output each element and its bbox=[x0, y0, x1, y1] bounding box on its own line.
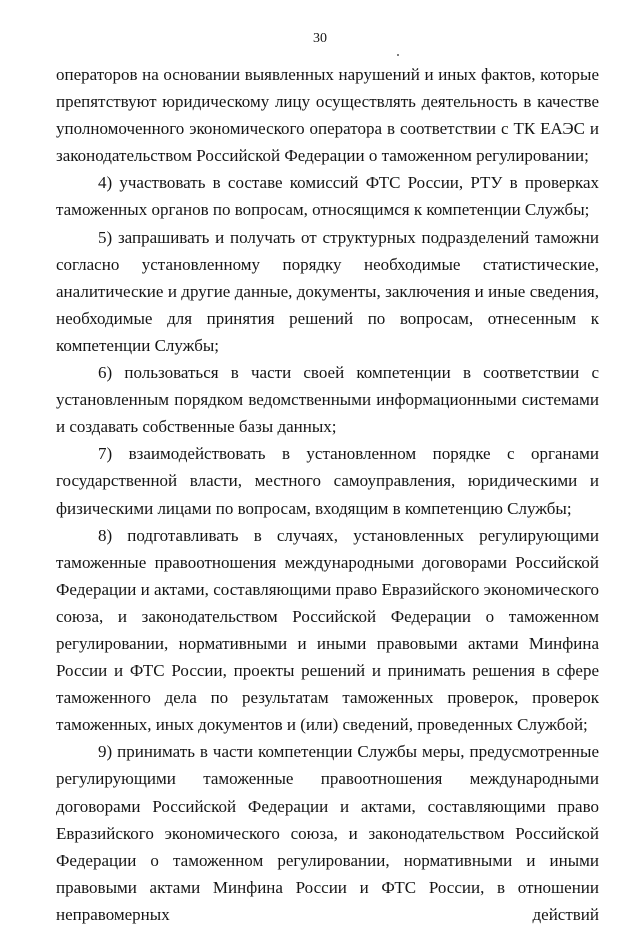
paragraph-continuation: операторов на основании выявленных нарушений и иных фактов, которые препятствуют юридическому лицу осуществлять деятельность в качестве уполномоченного экономического оператора в соответствии с ТК ЕАЭС и законодательством Российской Федерации о таможенном регулировании; bbox=[56, 65, 599, 166]
paragraph-item-4: 4) участвовать в составе комиссий ФТС России, РТУ в проверках таможенных органов по вопросам, относящимся к компетенции Службы; bbox=[56, 173, 599, 220]
paragraph-item-7: 7) взаимодействовать в установленном порядке с органами государственной власти, местного самоуправления, юридическими и физическими лицами по вопросам, входящим в компетенцию Службы; bbox=[56, 444, 599, 518]
scan-speck bbox=[397, 54, 399, 56]
paragraph-item-9: 9) принимать в части компетенции Службы меры, предусмотренные регулирующими таможенные правоотношения международными договорами Российской Федерации и актами, составляющими право Евразийского экономического союза, и законодательством Российской Федерации о таможенном регулировании, нормативными и иными правовыми актами Минфина России и ФТС России, в отношении неправомерных действий bbox=[56, 742, 599, 924]
document-body bbox=[56, 61, 599, 928]
page-number: 30 bbox=[313, 31, 327, 46]
paragraph-item-8: 8) подготавливать в случаях, установленных регулирующими таможенные правоотношения международными договорами Российской Федерации и актами, составляющими право Евразийского экономического союза, и законодательством Российской Федерации о таможенном регулировании, нормативными и иными правовыми актами Минфина России и ФТС России, проекты решений и принимать решения в сфере таможенного дела по результатам таможенных проверок, проверок таможенных, иных документов и (или) сведений, проведенных Службой; bbox=[56, 525, 599, 735]
paragraph-item-5: 5) запрашивать и получать от структурных подразделений таможни согласно установленному порядку необходимые статистические, аналитические и другие данные, документы, заключения и иные сведения, необходимые для принятия решений по вопросам, отнесенным к компетенции Службы; bbox=[56, 227, 599, 355]
paragraph-item-6: 6) пользоваться в части своей компетенции в соответствии с установленным порядком ведомственными информационными системами и создавать собственные базы данных; bbox=[56, 363, 599, 437]
